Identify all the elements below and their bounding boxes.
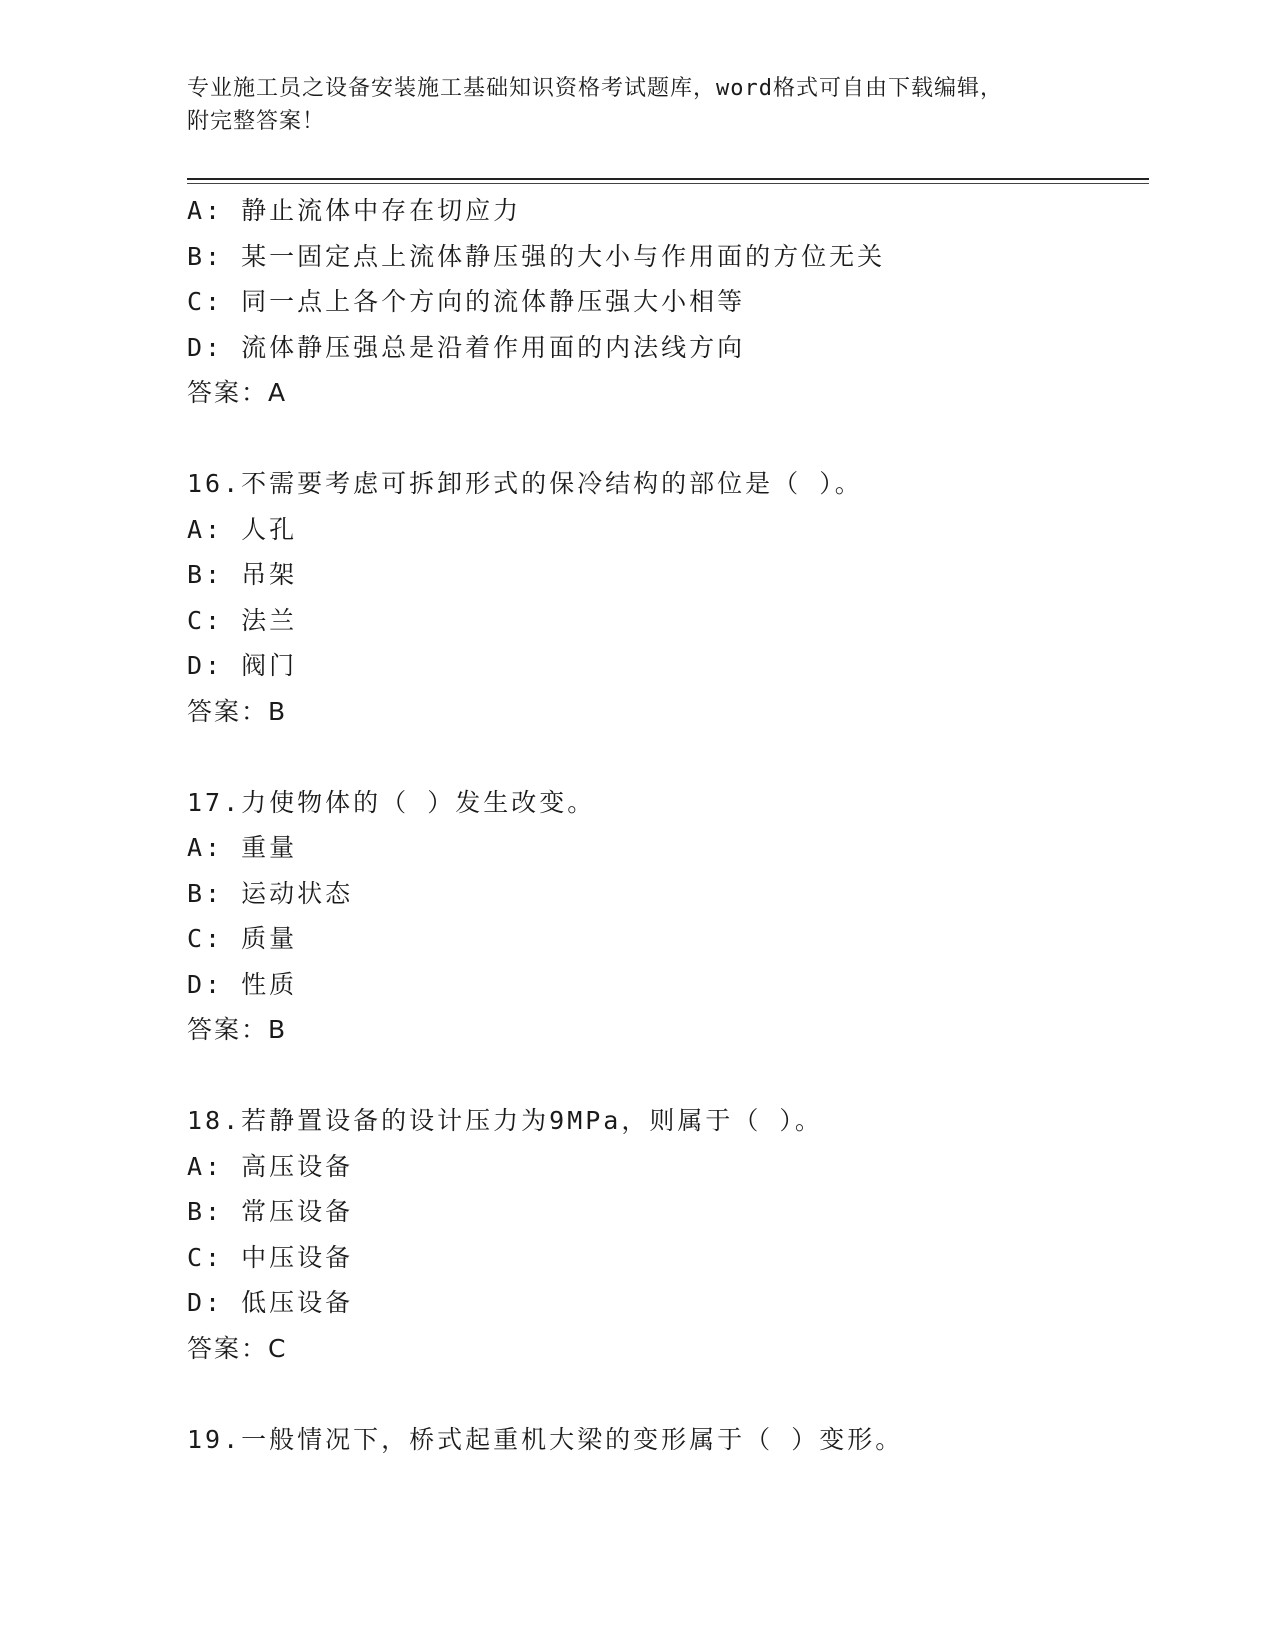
option-b: B: 常压设备 [187, 1197, 354, 1226]
option-c: C: 质量 [187, 924, 298, 953]
option-c: C: 法兰 [187, 605, 298, 635]
spacer [187, 1371, 1147, 1417]
question-block-17 [187, 780, 1147, 1053]
option-d: D: 低压设备 [187, 1288, 354, 1317]
document-header [187, 72, 1067, 138]
option-a: A: 高压设备 [187, 1151, 354, 1181]
question-stem: 18.若静置设备的设计压力为9MPa，则属于（ ）。 [187, 1106, 823, 1135]
header-divider-thin [187, 183, 1149, 184]
question-list [187, 188, 1147, 1462]
option-d: D: 性质 [187, 969, 298, 999]
question-block-18 [187, 1098, 1147, 1371]
question-block-19 [187, 1417, 1147, 1463]
option-d: D: 阀门 [187, 651, 298, 680]
spacer [187, 416, 1147, 462]
question-block-15 [187, 188, 1147, 416]
option-a: A: 人孔 [187, 514, 298, 544]
option-b: B: 运动状态 [187, 878, 354, 908]
spacer [187, 734, 1147, 780]
option-d: D: 流体静压强总是沿着作用面的内法线方向 [187, 332, 746, 362]
question-block-16 [187, 461, 1147, 734]
answer-line: 答案：C [187, 1333, 288, 1363]
option-c: C: 中压设备 [187, 1242, 354, 1272]
answer-line: 答案：B [187, 696, 288, 726]
option-a: A: 静止流体中存在切应力 [187, 196, 522, 225]
option-c: C: 同一点上各个方向的流体静压强大小相等 [187, 287, 746, 316]
question-stem: 16.不需要考虑可拆卸形式的保冷结构的部位是（ ）。 [187, 469, 863, 498]
header-divider-thick [187, 178, 1149, 180]
question-stem: 17.力使物体的（ ）发生改变。 [187, 787, 596, 817]
option-b: B: 某一固定点上流体静压强的大小与作用面的方位无关 [187, 241, 886, 271]
header-line-2: 附完整答案！ [187, 109, 326, 134]
option-b: B: 吊架 [187, 560, 298, 589]
question-stem: 19.一般情况下，桥式起重机大梁的变形属于（ ）变形。 [187, 1424, 904, 1454]
spacer [187, 1053, 1147, 1099]
header-line-1: 专业施工员之设备安装施工基础知识资格考试题库，word格式可自由下载编辑， [187, 76, 1003, 101]
answer-line: 答案：B [187, 1015, 288, 1044]
option-a: A: 重量 [187, 833, 298, 862]
answer-line: 答案：A [187, 378, 288, 407]
